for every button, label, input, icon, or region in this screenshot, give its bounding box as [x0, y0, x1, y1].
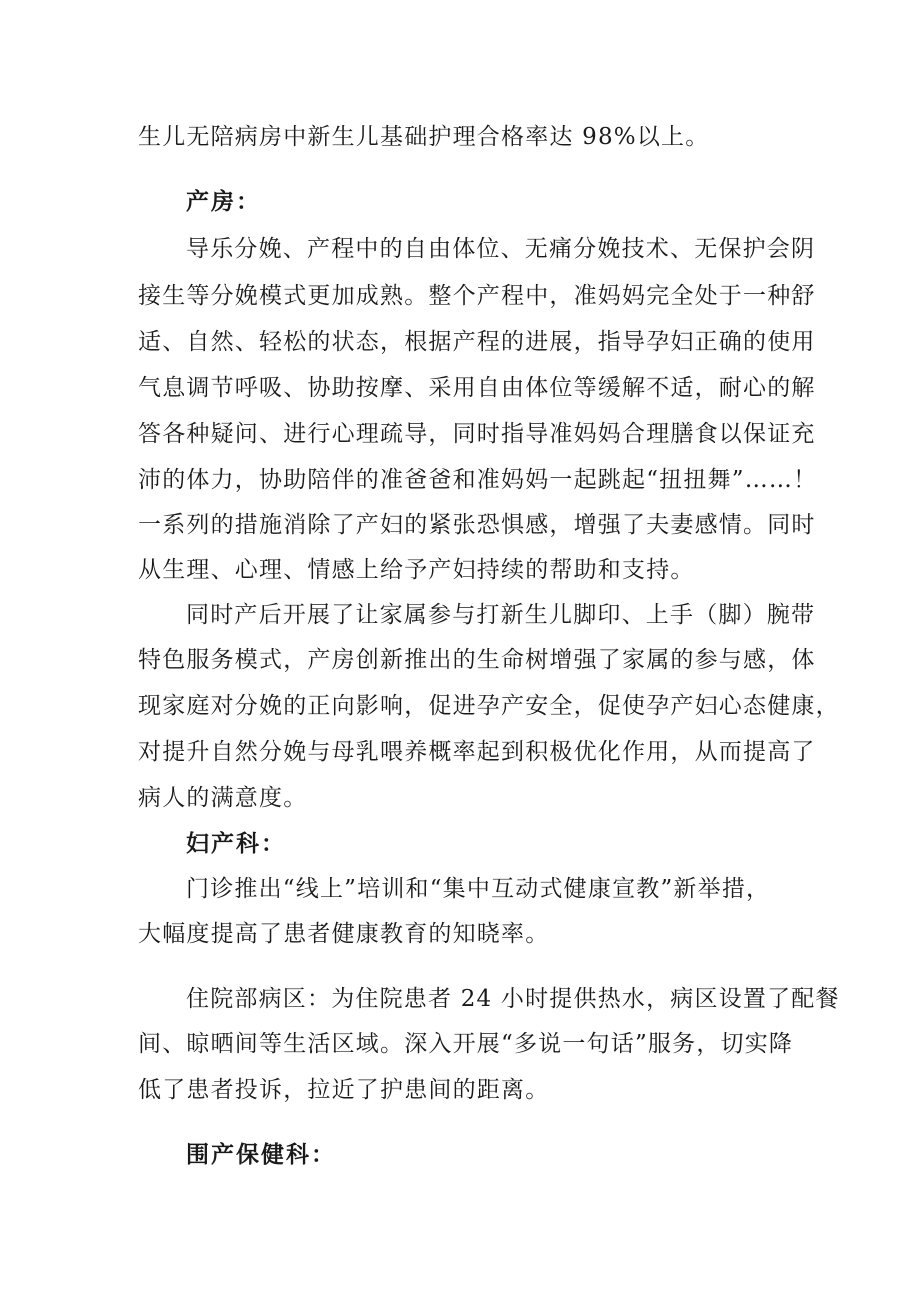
text-line: 气息调节呼吸、协助按摩、采用自由体位等缓解不适，耐心的解	[138, 375, 816, 401]
text-line: 沛的体力，协助陪伴的准爸爸和准妈妈一起跳起“扭扭舞”……！	[138, 467, 818, 493]
text-line: 对提升自然分娩与母乳喂养概率起到积极优化作用，从而提高了	[138, 739, 816, 765]
text-line: 导乐分娩、产程中的自由体位、无痛分娩技术、无保护会阴	[186, 236, 816, 262]
text-line: 答各种疑问、进行心理疏导，同时指导准妈妈合理膳食以保证充	[138, 421, 816, 447]
section-heading-obstetrics-gynecology: 妇产科：	[186, 831, 286, 857]
text-line: 特色服务模式，产房创新推出的生命树增强了家属的参与感，体	[138, 647, 816, 673]
text-line: 间、晾晒间等生活区域。深入开展“多说一句话”服务，切实降	[138, 1031, 794, 1057]
text-line: 接生等分娩模式更加成熟。整个产程中，准妈妈完全处于一种舒	[138, 283, 816, 309]
text-line: 病人的满意度。	[138, 785, 308, 811]
text-line: 住院部病区：为住院患者 24 小时提供热水，病区设置了配餐	[186, 986, 840, 1012]
section-heading-perinatal-care: 围产保健科：	[186, 1142, 336, 1168]
text-line: 同时产后开展了让家属参与打新生儿脚印、上手（脚）腕带	[186, 602, 816, 628]
text-line: 现家庭对分娩的正向影响，促进孕产安全，促使孕产妇心态健康，	[138, 693, 840, 719]
text-line: 大幅度提高了患者健康教育的知晓率。	[138, 921, 550, 947]
text-line: 适、自然、轻松的状态，根据产程的进展，指导孕妇正确的使用	[138, 329, 816, 355]
text-line: 生儿无陪病房中新生儿基础护理合格率达 98%以上。	[138, 124, 710, 150]
text-line: 从生理、心理、情感上给予产妇持续的帮助和支持。	[138, 557, 695, 583]
text-line: 低了患者投诉，拉近了护患间的距离。	[138, 1077, 550, 1103]
section-heading-delivery-room: 产房：	[186, 189, 261, 215]
text-line: 一系列的措施消除了产妇的紧张恐惧感，增强了夫妻感情。同时	[138, 512, 816, 538]
text-line: 门诊推出“线上”培训和“集中互动式健康宣教”新举措，	[186, 876, 771, 902]
